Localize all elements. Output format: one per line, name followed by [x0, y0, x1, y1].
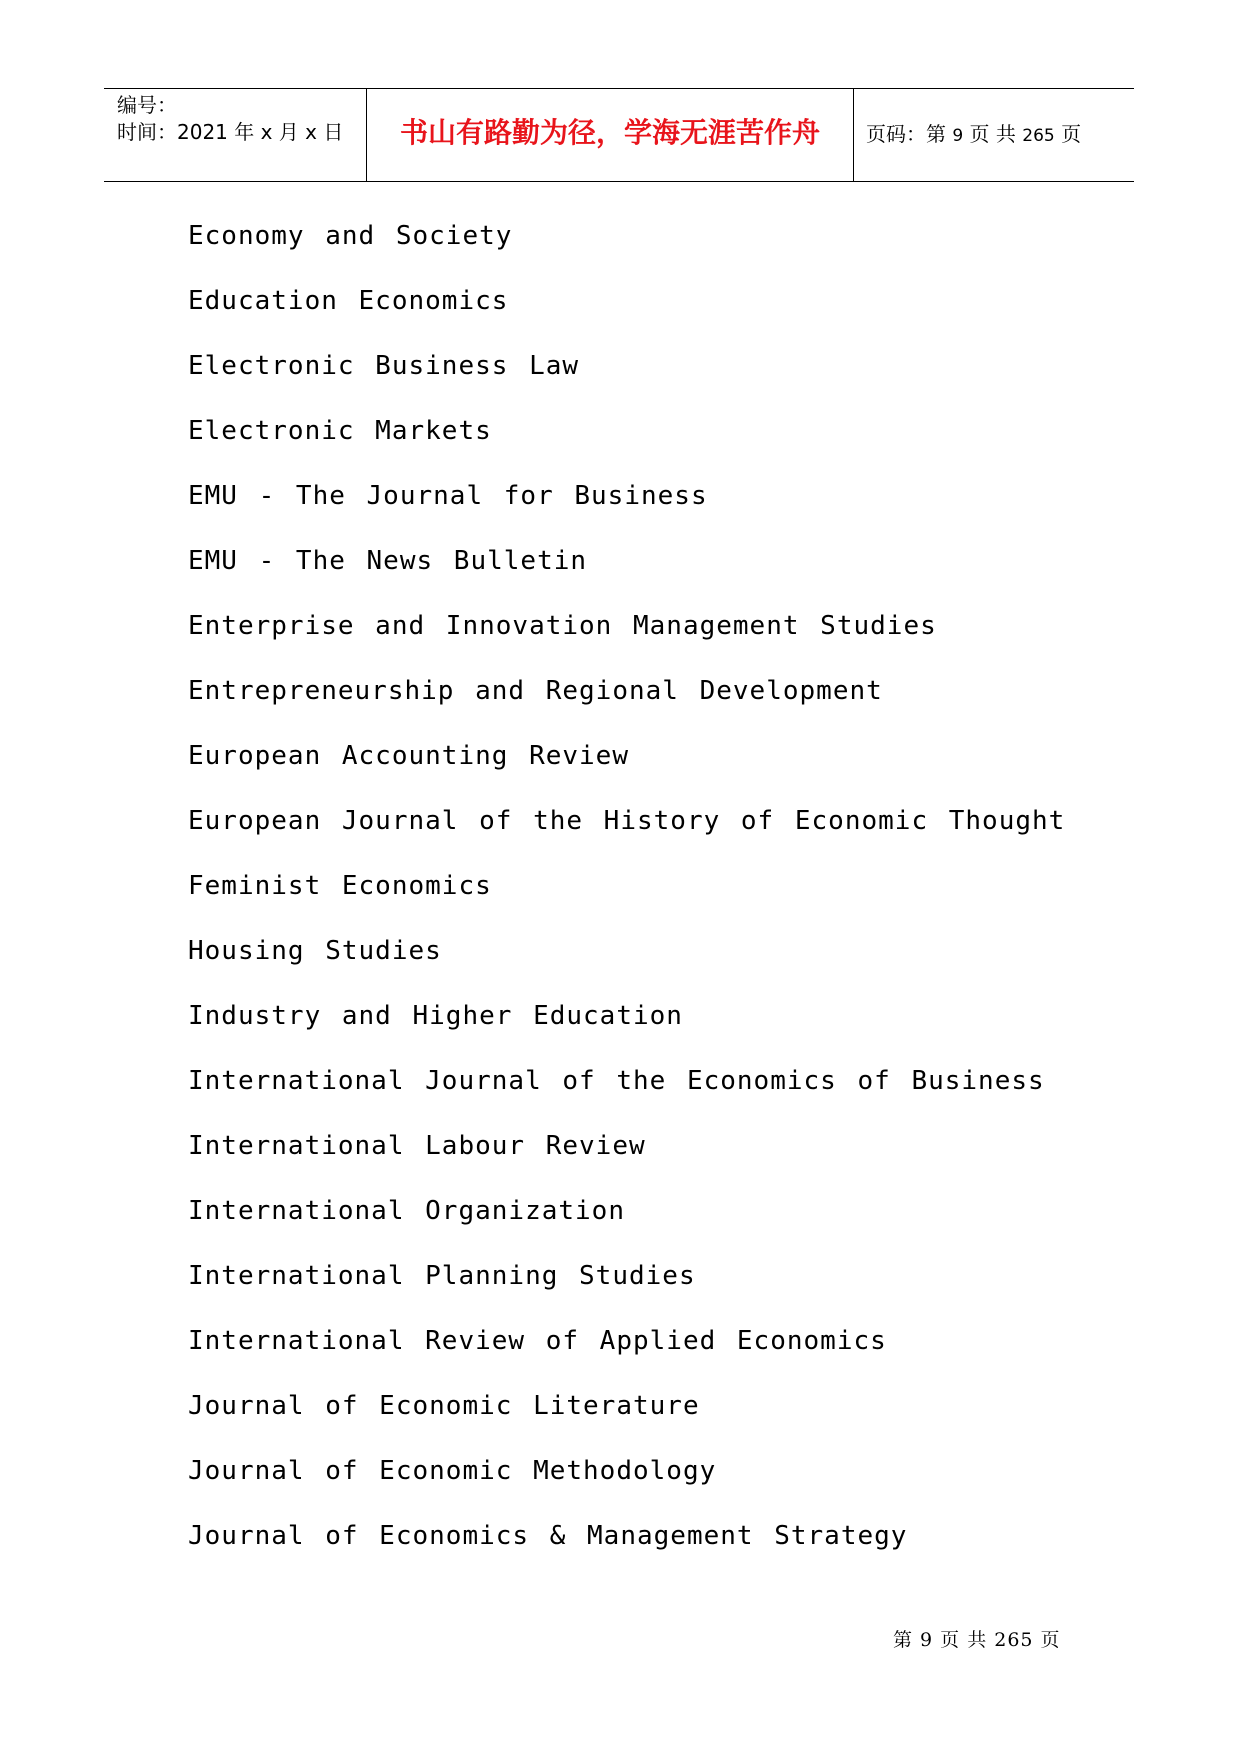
page-number: 9 — [952, 126, 964, 146]
list-item: Housing Studies — [188, 936, 442, 966]
page-label: 页码：第 — [866, 122, 953, 146]
page-total: 265 — [1022, 126, 1055, 146]
list-item: European Accounting Review — [188, 741, 629, 771]
list-item: International Review of Applied Economics — [188, 1326, 887, 1356]
list-item: EMU - The News Bulletin — [188, 546, 588, 576]
list-item: Entrepreneurship and Regional Development — [188, 676, 883, 706]
page-footer: 第 9 页 共 265 页 — [893, 1629, 1061, 1651]
time-label: 时间： — [117, 120, 177, 144]
list-item: European Journal of the History of Economic Thought — [188, 806, 1066, 836]
list-item: Electronic Business Law — [188, 351, 580, 381]
list-item: Electronic Markets — [188, 416, 492, 446]
page-suffix: 页 — [1054, 122, 1082, 146]
list-item: International Organization — [188, 1196, 625, 1226]
list-item: Journal of Economic Methodology — [188, 1456, 717, 1486]
list-item: EMU - The Journal for Business — [188, 481, 708, 511]
document-header — [104, 88, 1134, 182]
header-meta-cell — [104, 89, 367, 181]
page-mid: 页 共 — [963, 122, 1023, 146]
time-value: 2021 年 x 月 x 日 — [177, 120, 344, 144]
list-item: Industry and Higher Education — [188, 1001, 683, 1031]
list-item: International Labour Review — [188, 1131, 646, 1161]
journal-list — [188, 220, 1065, 1585]
motto: 书山有路勤为径，学海无涯苦作舟 — [399, 116, 820, 149]
list-item: Enterprise and Innovation Management Studies — [188, 611, 937, 641]
serial-label: 编号： — [117, 93, 177, 117]
page-info — [866, 122, 1081, 148]
list-item: Journal of Economics & Management Strategy — [188, 1521, 908, 1551]
list-item: Feminist Economics — [188, 871, 492, 901]
list-item: Journal of Economic Literature — [188, 1391, 700, 1421]
list-item: Economy and Society — [188, 221, 513, 251]
header-motto-cell — [367, 89, 854, 181]
list-item: Education Economics — [188, 286, 509, 316]
list-item: International Journal of the Economics of Business — [188, 1066, 1045, 1096]
header-page-cell — [854, 89, 1134, 181]
time-line — [117, 120, 343, 144]
list-item: International Planning Studies — [188, 1261, 696, 1291]
